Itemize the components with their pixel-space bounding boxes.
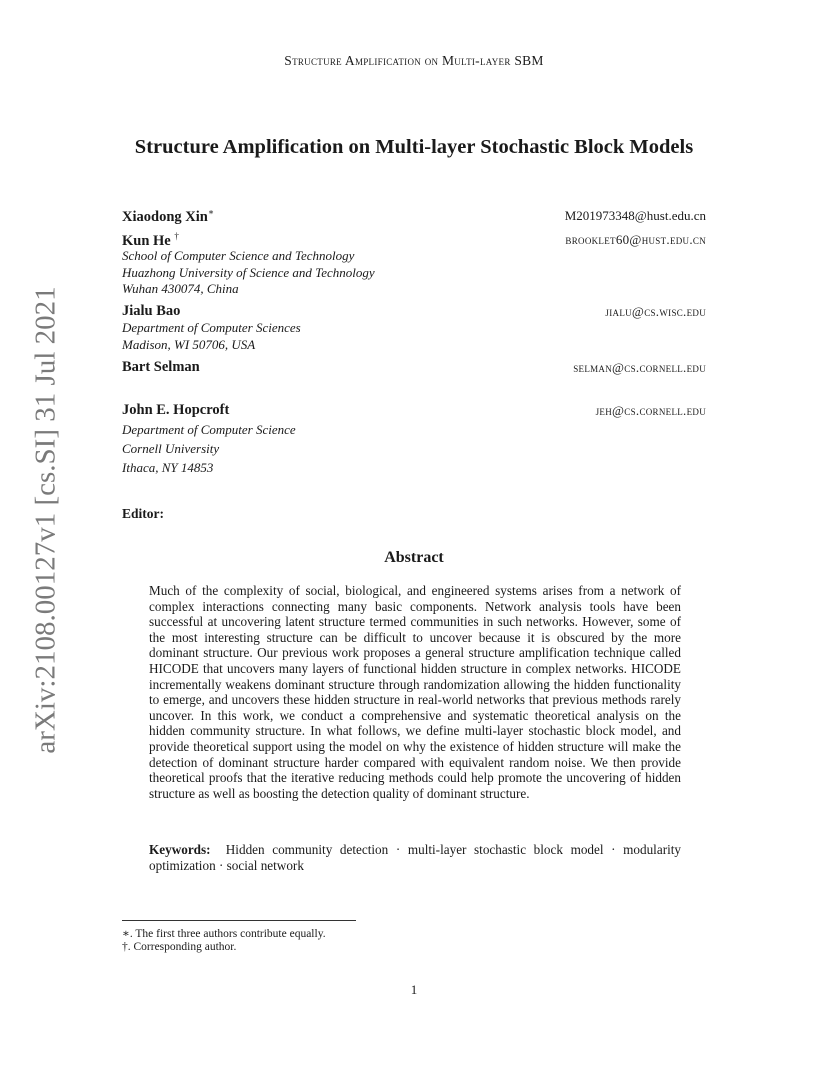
running-head: Structure Amplification on Multi-layer SBM [284,53,544,68]
author-affiliation [122,420,296,477]
author-mark: † [174,231,179,241]
arxiv-stamp-text: arXiv:2108.00127v1 [cs.SI] 31 Jul 2021 [29,286,62,754]
author-name: Xiaodong Xin∗ [122,207,214,225]
author-affiliation [122,320,301,353]
footnote: †. Corresponding author. [122,941,237,953]
affiliation-line: Madison, WI 50706, USA [122,336,256,352]
keywords-label: Keywords: [149,842,211,857]
author-email: jialu@cs.wisc.edu [605,304,706,319]
affiliation-line: School of Computer Science and Technology [122,248,355,263]
author-affiliation [122,248,375,298]
abstract-heading: Abstract [384,549,444,566]
affiliation-line: Department of Computer Sciences [122,320,301,335]
affiliation-line: Cornell University [122,441,220,456]
abstract-text: Much of the complexity of social, biological, and engineered systems arises from a network of complex interactions connecting many basic components. Network analysis tools have been successful at uncovering latent structure termed communities in such networks. However, some of the most interesting structure can be difficult to uncover because it is obscured by the more dominant structure. Our previous work proposes a general structure amplification technique called HICODE that uncovers many layers of functional hidden structure in complex networks. HICODE incrementally weakens dominant structure through randomization allowing the hidden functionality to emerge, and uncovers these hidden structure in real-world networks that previous methods rarely uncover. In this work, we conduct a comprehensive and systematic theoretical analysis on the hidden community structure. In what follows, we define multi-layer stochastic block model, and provide theoretical support using the model on why the existence of hidden structure will make the detection of dominant structure harder compared with equivalent random noise. We then provide theoretical proofs that the iterative reducing methods could help promote the uncovering of hidden structure as well as boosting the detection quality of dominant structure. [149,583,681,801]
footnote-rule [122,920,356,921]
page-number: 1 [410,982,418,997]
author-name: John E. Hopcroft [122,402,230,418]
author-email: brooklet60@hust.edu.cn [565,232,706,247]
footnote: ∗. The first three authors contribute equally. [122,928,326,940]
author-mark: ∗ [207,207,214,217]
author-email: selman@cs.cornell.edu [573,360,706,375]
editor-label: Editor: [122,506,164,521]
keywords-text: Hidden community detection · multi-layer stochastic block model · modularity optimization · social network [149,842,682,873]
author-email: M201973348@hust.edu.cn [564,208,706,223]
paper-title-text: Structure Amplification on Multi-layer Stochastic Block Models [134,136,694,158]
affiliation-line: Wuhan 430074, China [122,281,239,297]
affiliation-line: Huazhong University of Science and Technology [122,264,375,280]
author-name: Bart Selman [122,359,200,375]
paper-title [0,134,828,160]
affiliation-line: Ithaca, NY 14853 [122,460,214,475]
author-name: Jialu Bao [122,303,181,319]
author-name: Kun He † [122,231,179,249]
affiliation-line: Department of Computer Science [122,422,296,437]
keywords [149,842,681,873]
author-email: jeh@cs.cornell.edu [595,403,706,418]
